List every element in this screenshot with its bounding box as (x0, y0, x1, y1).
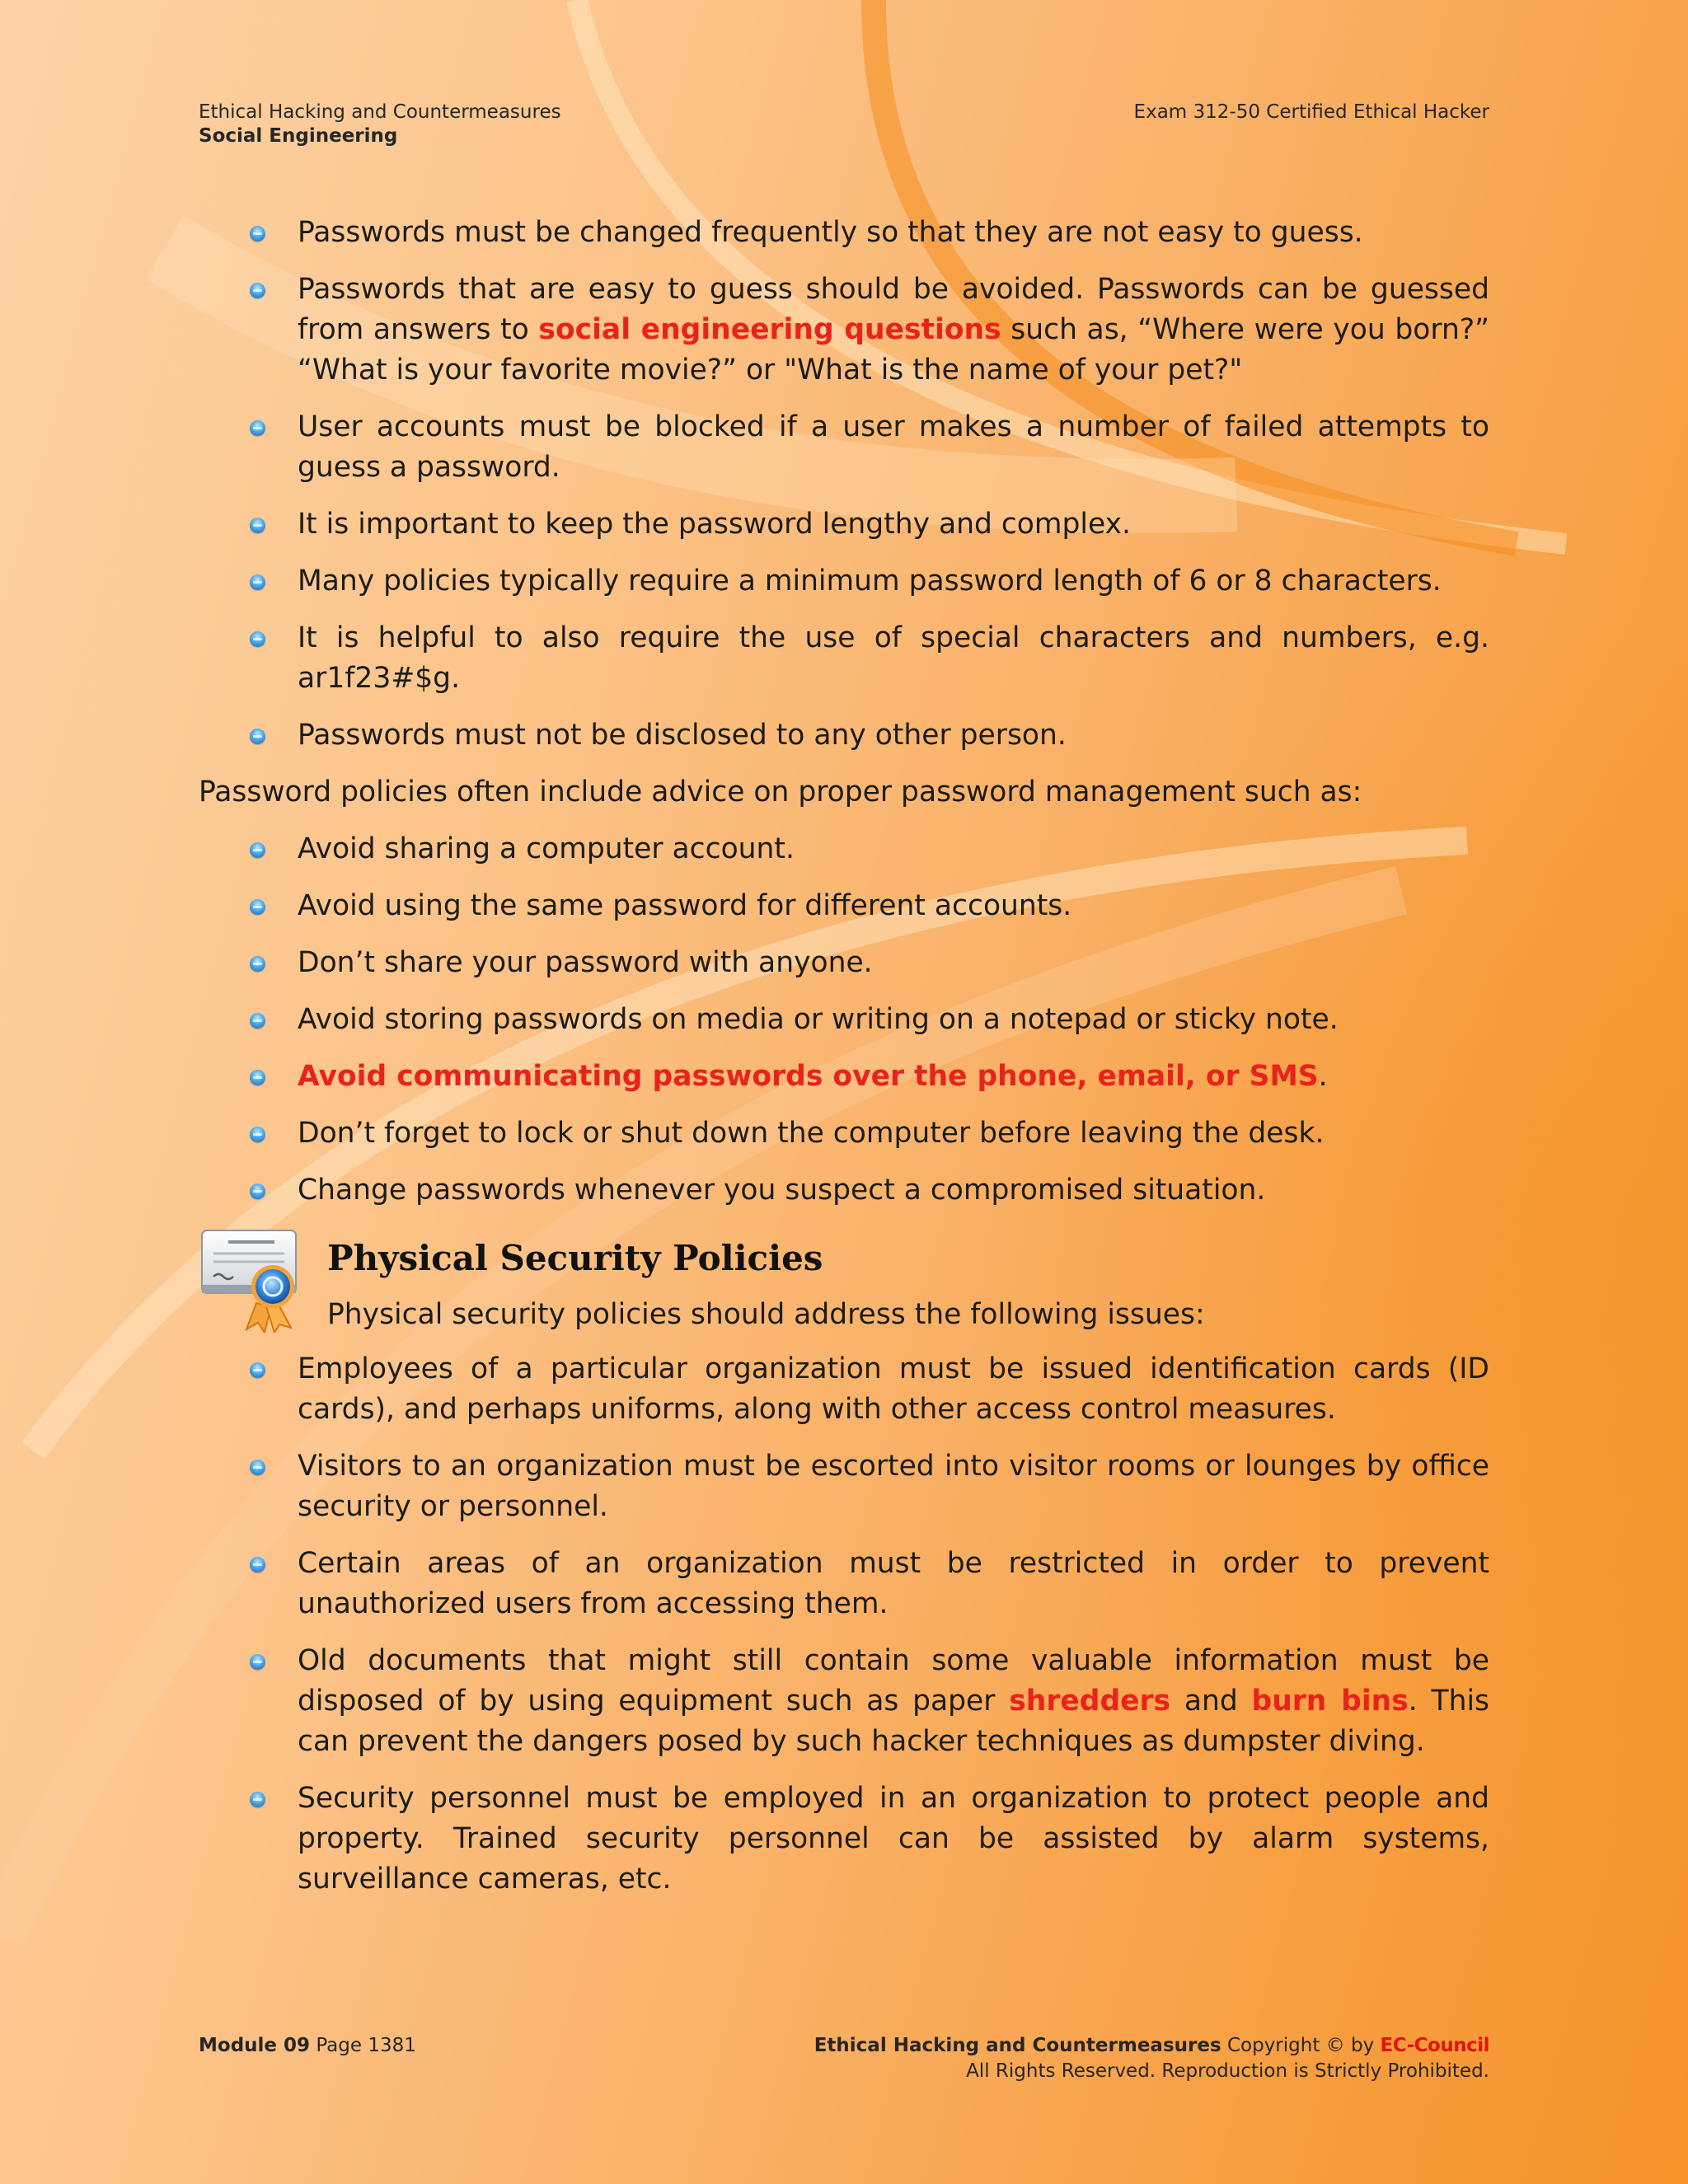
list-item: Passwords must be changed frequently so that they are not easy to guess. (199, 213, 1489, 253)
bullet-icon (250, 1183, 265, 1199)
bullet-icon (250, 729, 265, 744)
bullet-icon (250, 1654, 265, 1670)
password-rules-list (199, 213, 1489, 756)
bullet-icon (250, 1013, 265, 1029)
section-title: Physical Security Policies (327, 1238, 823, 1278)
bullet-icon (250, 842, 265, 858)
list-item: Many policies typically require a minimum password length of 6 or 8 characters. (199, 561, 1489, 602)
brand-logo: EC-Council (1380, 2035, 1489, 2056)
list-item: Old documents that might still contain some valuable information must be disposed of by using equipment such as paper shredders and burn bins. This can prevent the dangers posed by such hacker techniques as dumpster diving. (199, 1641, 1489, 1762)
header-left (199, 101, 561, 148)
list-item: Change passwords whenever you suspect a compromised situation. (199, 1170, 1489, 1211)
highlight-text: Avoid communicating passwords over the phone, email, or SMS (298, 1060, 1319, 1093)
footer-rights: All Rights Reserved. Reproduction is Strictly Prohibited. (966, 2060, 1489, 2082)
header-chapter: Social Engineering (199, 125, 398, 147)
list-item: It is important to keep the password lengthy and complex. (199, 504, 1489, 545)
bullet-icon (250, 1792, 265, 1807)
physical-section-header (199, 1227, 1489, 1349)
list-item: Don’t forget to lock or shut down the computer before leaving the desk. (199, 1113, 1489, 1154)
bullet-icon (250, 226, 265, 241)
list-item: Avoid communicating passwords over the phone, email, or SMS. (199, 1057, 1489, 1097)
header-book-title: Ethical Hacking and Countermeasures (199, 101, 561, 123)
bullet-icon (250, 283, 265, 298)
bullet-icon (250, 574, 265, 590)
bullet-icon (250, 1362, 265, 1378)
list-item: Avoid using the same password for different accounts. (199, 886, 1489, 926)
footer-right (814, 2033, 1489, 2084)
highlight-text: burn bins (1251, 1685, 1409, 1718)
bullet-icon (250, 1460, 265, 1475)
list-item: Visitors to an organization must be escorted into visitor rooms or lounges by office security or personnel. (199, 1446, 1489, 1527)
highlight-text: social engineering questions (538, 313, 1001, 346)
footer-copyright (814, 2033, 1489, 2059)
list-item: Avoid storing passwords on media or writing on a notepad or sticky note. (199, 1000, 1489, 1040)
certificate-icon (199, 1227, 307, 1333)
page-content (199, 213, 1489, 1916)
list-item: Security personnel must be employed in an organization to protect people and property. Trained security personnel can be assisted by alarm systems, surveillance cameras, etc. (199, 1779, 1489, 1900)
footer-copyright-text: Copyright © by (1226, 2035, 1375, 2056)
footer-left (199, 2033, 416, 2059)
highlight-text: shredders (1009, 1685, 1171, 1718)
footer-copyright-title: Ethical Hacking and Countermeasures (814, 2035, 1221, 2056)
header-exam: Exam 312-50 Certified Ethical Hacker (1133, 101, 1489, 123)
list-item: Don’t share your password with anyone. (199, 943, 1489, 983)
physical-rules-list (199, 1349, 1489, 1900)
section-intro: Physical security policies should address the following issues: (327, 1298, 1205, 1331)
footer-module: Module 09 (199, 2035, 311, 2056)
bullet-icon (250, 1070, 265, 1085)
bullet-icon (250, 956, 265, 972)
bullet-icon (250, 631, 265, 647)
bullet-icon (250, 1557, 265, 1572)
management-rules-list (199, 829, 1489, 1211)
list-item: Certain areas of an organization must be restricted in order to prevent unauthorized users from accessing them. (199, 1544, 1489, 1624)
bullet-icon (250, 899, 265, 915)
list-item: User accounts must be blocked if a user makes a number of failed attempts to guess a password. (199, 407, 1489, 488)
bullet-icon (250, 518, 265, 533)
list-item: Avoid sharing a computer account. (199, 829, 1489, 869)
list-item: Passwords must not be disclosed to any other person. (199, 715, 1489, 756)
bullet-icon (250, 1127, 265, 1142)
list-item: Employees of a particular organization must be issued identification cards (ID cards), and perhaps uniforms, along with other access control measures. (199, 1349, 1489, 1430)
footer-page: Page 1381 (316, 2035, 416, 2056)
bullet-icon (250, 420, 265, 436)
list-item: Passwords that are easy to guess should be avoided. Passwords can be guessed from answers to social engineering questions such as, “Where were you born?” “What is your favorite movie?” or "What is the name of your pet?" (199, 269, 1489, 391)
management-intro: Password policies often include advice on proper password management such as: (199, 776, 1362, 808)
list-item: It is helpful to also require the use of special characters and numbers, e.g. ar1f23#$g. (199, 618, 1489, 699)
